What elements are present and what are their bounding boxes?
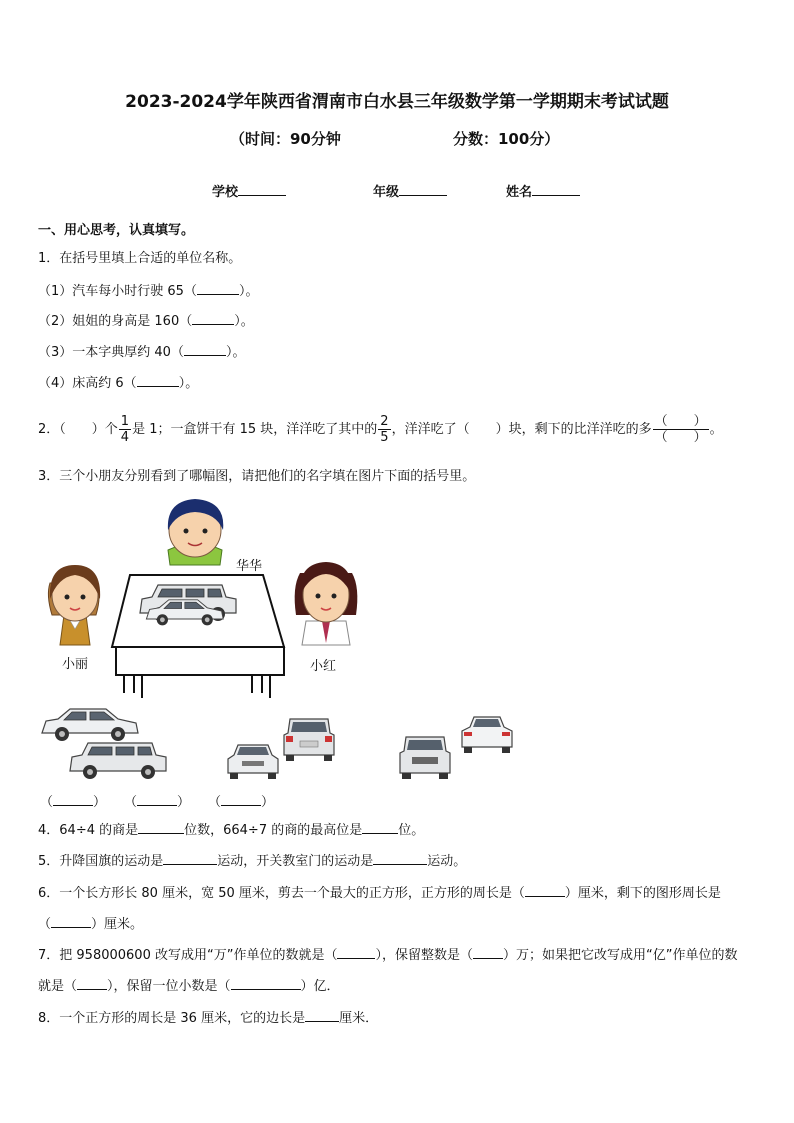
- q7-line2: [38, 978, 340, 995]
- paren-close: ）: [261, 795, 275, 810]
- q1-stem: 1．在括号里填上合适的单位名称。: [38, 251, 242, 266]
- q4: [38, 822, 424, 839]
- q3-answer-2: [124, 791, 190, 810]
- name-huahua: 华华: [236, 559, 263, 574]
- q1-item-text: （1）汽车每小时行驶 65（: [38, 284, 197, 299]
- answer-blank[interactable]: [53, 794, 93, 806]
- answer-blank[interactable]: [137, 375, 179, 387]
- q7-line1: [38, 947, 737, 964]
- q6-line2: [38, 916, 143, 933]
- q1-item-text: ）。: [225, 345, 246, 360]
- q4-text: 位数，664÷7 的商的最高位是: [184, 823, 363, 838]
- answer-blank[interactable]: [221, 794, 261, 806]
- q6-text: ）厘米，剩下的图形周长是: [564, 886, 721, 901]
- boy-figure: [168, 499, 223, 565]
- fraction-numerator: 1: [120, 414, 130, 429]
- q1-item-text: ）。: [178, 376, 199, 391]
- fraction-denominator[interactable]: （ ）: [654, 430, 707, 445]
- answer-blank[interactable]: [138, 822, 184, 834]
- q6-line1: [38, 885, 721, 902]
- answer-blank[interactable]: [51, 916, 91, 928]
- q5-text: 5．升降国旗的运动是: [38, 854, 164, 869]
- q7-text: ）万；如果把它改写成用“亿”作单位的数: [502, 948, 738, 963]
- fraction-two-fifths: [378, 414, 390, 445]
- fraction-denominator: 5: [380, 430, 389, 445]
- q1-item: [38, 313, 254, 330]
- q7-text: 7．把 958000600 改写成用“万”作单位的数就是（: [38, 948, 338, 963]
- q1-item-text: （2）姐姐的身高是 160（: [38, 314, 193, 329]
- paren-open: （: [208, 795, 222, 810]
- q4-text: 4．64÷4 的商是: [38, 823, 139, 838]
- answer-blank[interactable]: [473, 947, 503, 959]
- q6-text: 6．一个长方形长 80 厘米，宽 50 厘米，剪去一个最大的正方形，正方形的周长是（: [38, 886, 525, 901]
- school-label: 学校: [212, 185, 239, 200]
- q2-text: ，洋洋吃了（ ）块，剩下的比洋洋吃的多: [391, 422, 652, 437]
- girl-left-figure: [48, 565, 100, 645]
- q1-item-text: （4）床高约 6（: [38, 376, 137, 391]
- q6-text: ）厘米。: [91, 917, 144, 932]
- fraction-numerator: 2: [380, 414, 389, 429]
- q2: [38, 414, 723, 445]
- answer-blank[interactable]: [137, 794, 177, 806]
- answer-blank[interactable]: [77, 978, 107, 990]
- grade-label: 年级: [373, 185, 400, 200]
- q5: [38, 853, 466, 870]
- q3-answer-3: [208, 791, 274, 810]
- name-xiaohong: 小红: [310, 659, 337, 674]
- answer-blank[interactable]: [373, 853, 427, 865]
- page-title: 2023-2024学年陕西省渭南市白水县三年级数学第一学期期末考试试题: [125, 92, 669, 112]
- answer-blank[interactable]: [163, 853, 217, 865]
- exam-score: 分数：100分）: [453, 130, 560, 148]
- option2-car-front: [228, 745, 278, 779]
- q8: [38, 1010, 378, 1027]
- name-field: [506, 181, 580, 200]
- q4-text: 位。: [398, 823, 425, 838]
- q7-text: ），保留整数是（: [375, 948, 473, 963]
- section-heading: 一、用心思考，认真填写。: [38, 223, 195, 238]
- q1-item: [38, 375, 198, 392]
- q1-item: [38, 344, 245, 361]
- school-field: [212, 181, 286, 200]
- q5-text: 运动。: [427, 854, 467, 869]
- q1-item-text: ）。: [238, 284, 259, 299]
- answer-blank[interactable]: [197, 283, 239, 295]
- fraction-one-quarter: [119, 414, 131, 445]
- answer-blank[interactable]: [362, 822, 398, 834]
- q3-stem: 3．三个小朋友分别看到了哪幅图，请把他们的名字填在图片下面的括号里。: [38, 469, 476, 484]
- answer-blank[interactable]: [231, 978, 301, 990]
- q8-text: 8．一个正方形的周长是 36 厘米，它的边长是: [38, 1011, 306, 1026]
- q7-text: ），保留一位小数是（: [107, 979, 231, 994]
- name-xiaoli: 小丽: [62, 657, 89, 672]
- grade-blank[interactable]: [399, 183, 447, 196]
- q2-text: 。: [709, 422, 723, 437]
- girl-right-figure: [295, 562, 358, 645]
- q3-answer-1: [40, 791, 106, 810]
- option3-car-rear: [462, 717, 512, 753]
- paren-open: （: [124, 795, 138, 810]
- q2-text: 2．（ ）个: [38, 422, 118, 437]
- q8-text: 厘米．: [339, 1011, 379, 1026]
- answer-blank[interactable]: [184, 344, 226, 356]
- q1-item: [38, 283, 258, 300]
- answer-blank[interactable]: [192, 313, 234, 325]
- option1-suv-side: [70, 743, 166, 779]
- paren-open: （: [40, 795, 54, 810]
- option2-suv-rear: [284, 719, 334, 761]
- q5-text: 运动，开关教室门的运动是: [217, 854, 374, 869]
- fraction-numerator[interactable]: （ ）: [654, 414, 707, 429]
- paren-close: ）: [93, 795, 107, 810]
- school-blank[interactable]: [238, 183, 286, 196]
- q2-text: 是 1；一盒饼干有 15 块，洋洋吃了其中的: [132, 422, 378, 437]
- option1-car-side: [42, 709, 138, 741]
- answer-blank[interactable]: [305, 1010, 339, 1022]
- q6-text: （: [38, 917, 52, 932]
- name-blank[interactable]: [532, 183, 580, 196]
- option3-suv-front: [400, 737, 450, 779]
- q1-item-text: ）。: [234, 314, 254, 329]
- answer-blank[interactable]: [337, 947, 375, 959]
- q1-item-text: （3）一本字典厚约 40（: [38, 345, 184, 360]
- grade-field: [373, 181, 447, 200]
- fraction-answer-blank[interactable]: [653, 414, 709, 445]
- q7-text: 就是（: [38, 979, 78, 994]
- q7-text: ）亿．: [300, 979, 340, 994]
- name-label: 姓名: [506, 185, 533, 200]
- paren-close: ）: [177, 795, 191, 810]
- fraction-denominator: 4: [120, 430, 130, 445]
- answer-blank[interactable]: [525, 885, 565, 897]
- exam-time: （时间：90分钟: [230, 130, 341, 148]
